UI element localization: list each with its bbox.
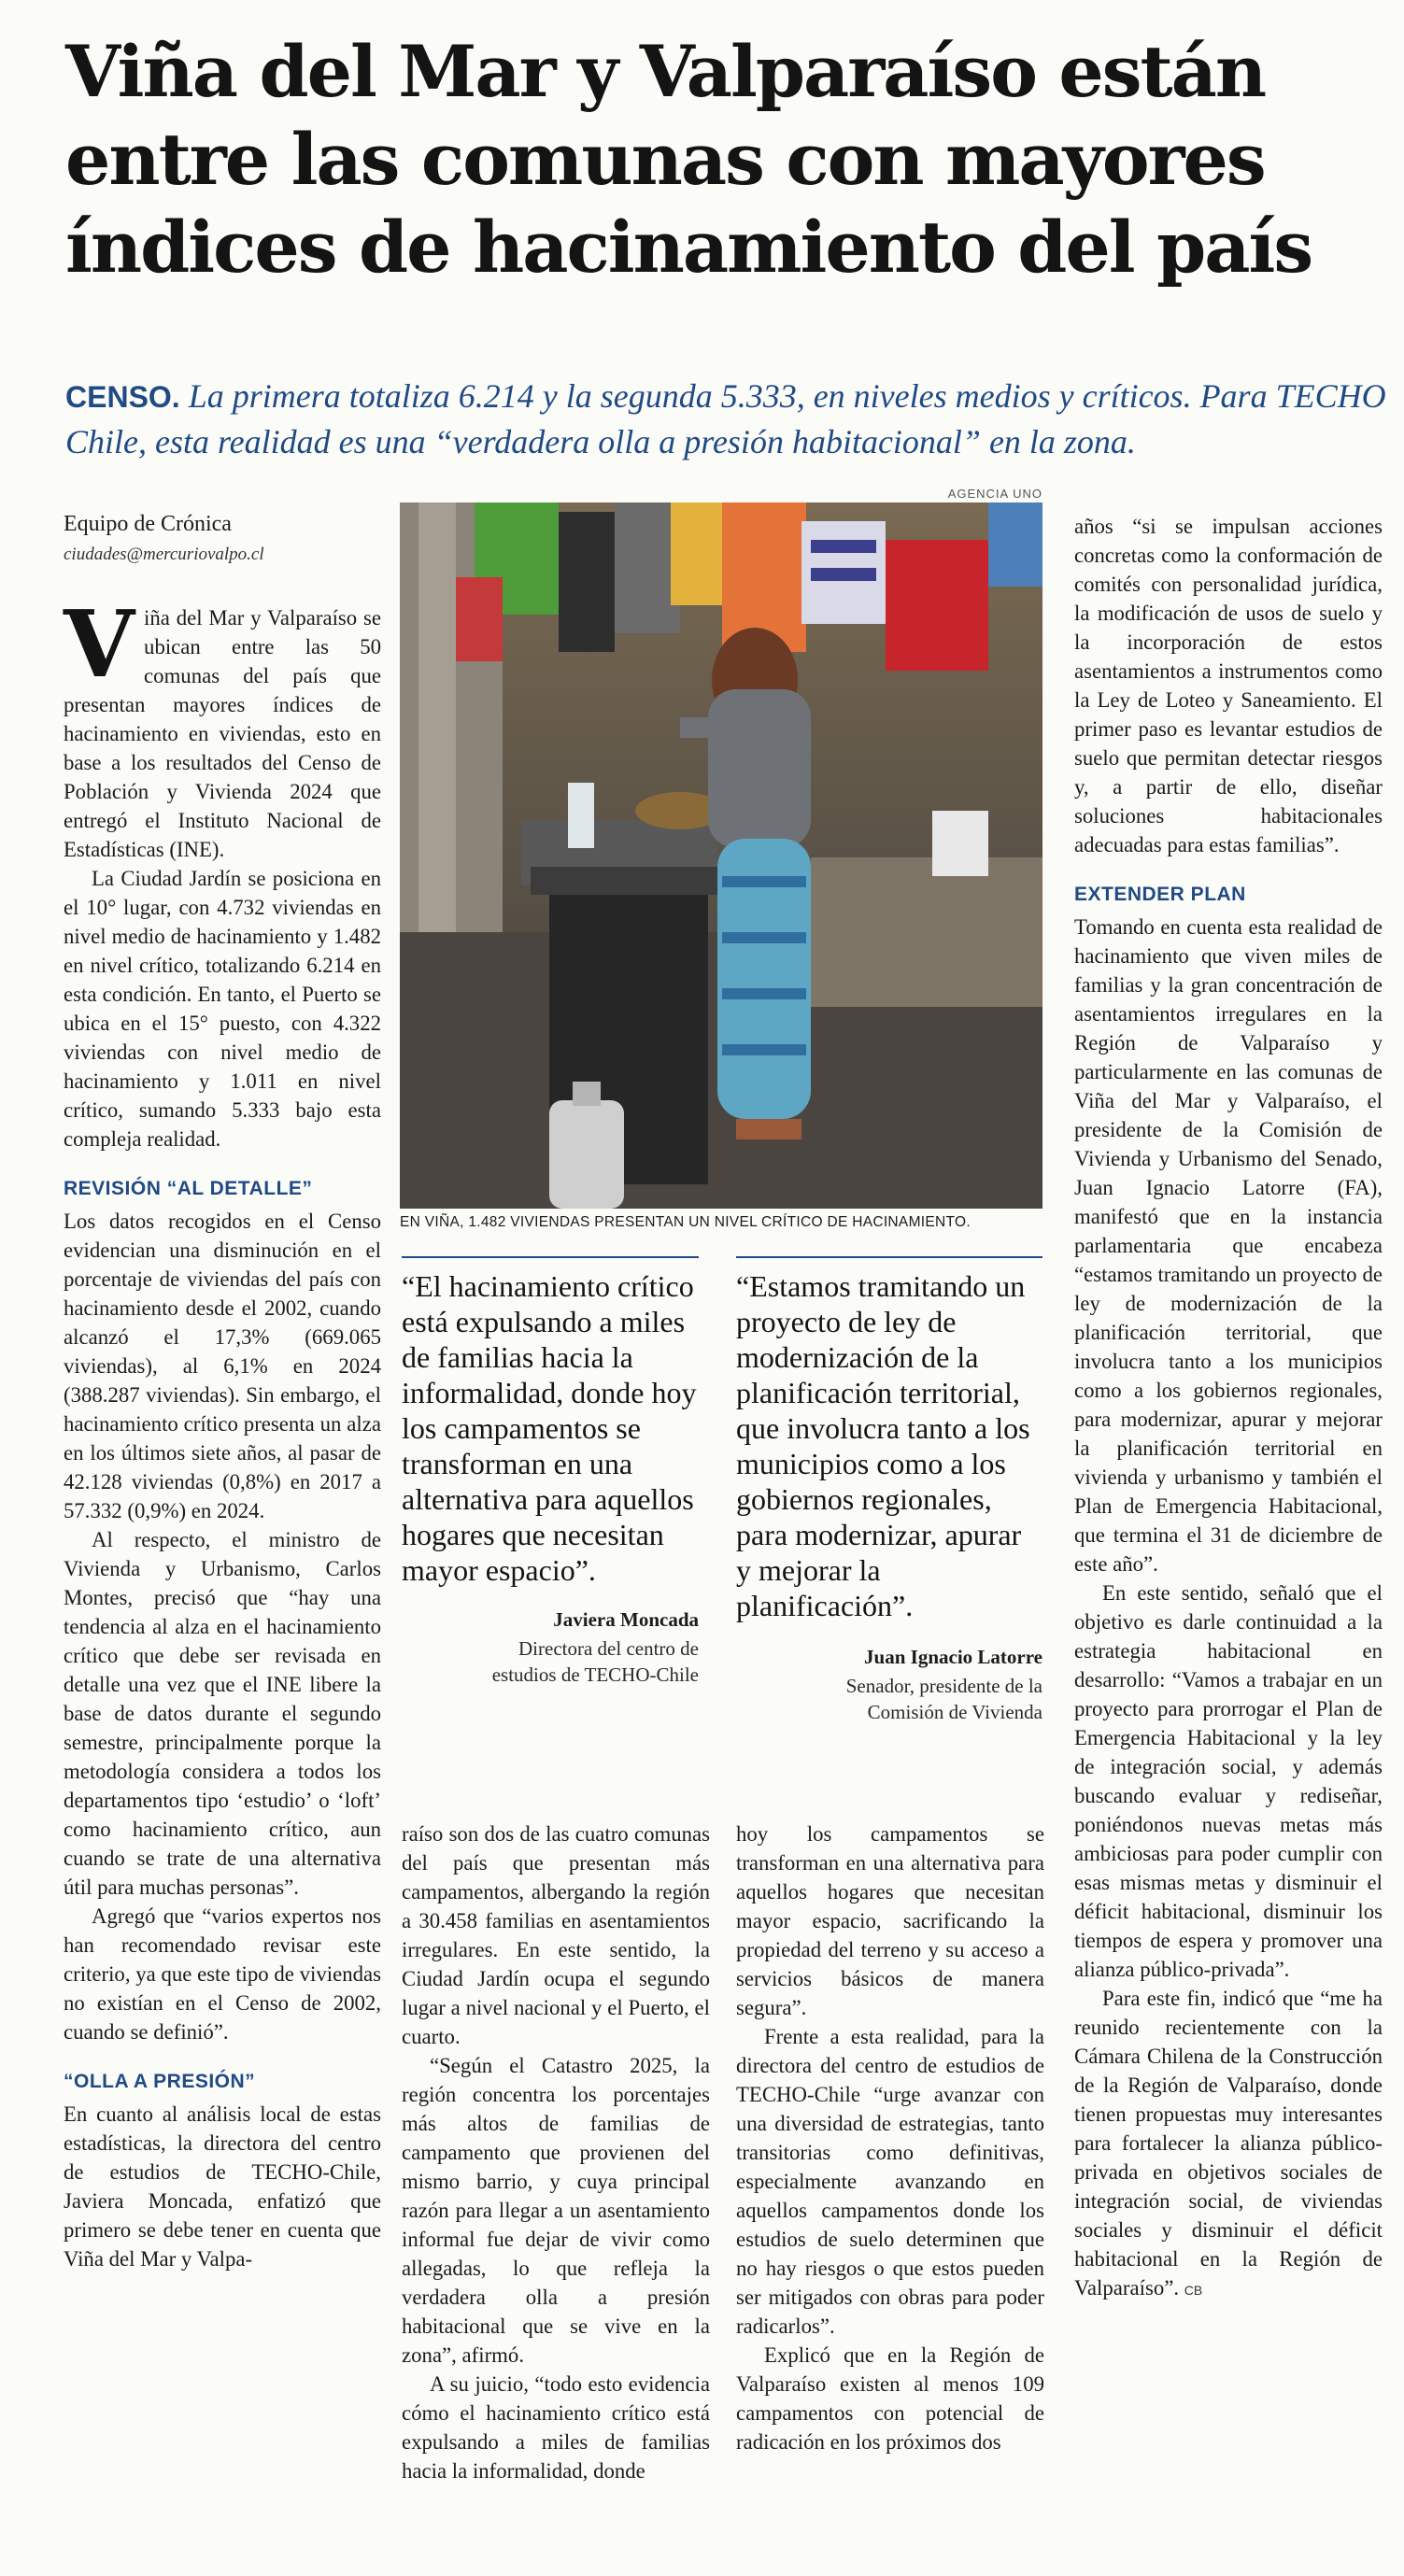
- paragraph: Al respecto, el ministro de Vivienda y Urbanismo, Carlos Montes, precisó que “hay una tendencia al alza en el hacinamiento crítico que debe ser revisada en detalle una vez que el INE libere la base de datos durante el segundo semestre, principalmente porque la metodología considera a todos los departamentos tipo ‘estudio’ o ‘loft’ como hacinamiento crítico, aun cuando se trate de una alternativa útil para muchas personas”.: [64, 1528, 381, 1899]
- column-1: [64, 591, 381, 2273]
- dropcap: V: [64, 591, 135, 699]
- paragraph: En este sentido, señaló que el objetivo es darle continuidad a la estrategia habitacional en desarrollo: “Vamos a trabajar en un proyecto para prorrogar el Plan de Emergencia Habitacional y la ley de integración social, y además buscando evaluar y rediseñar, poniéndonos nuevas metas más ambiciosas para poder cumplir con esas mismas metas y disminuir el déficit habitacional, disminuir los tiempos de espera y promover una alianza público-privada”.: [1074, 1581, 1383, 1981]
- lead-paragraph: Viña del Mar y Valparaíso se ubican entre las 50 comunas del país que presentan mayores índices de hacinamiento en viviendas, esto en base a los resultados del Censo de Población y Vivienda 2024 que entregó el Instituto Nacional de Estadísticas (INE).: [64, 591, 381, 861]
- paragraph: Los datos recogidos en el Censo evidencian una disminución en el porcentaje de viviendas del país con hacinamiento desde el 2002, cuando alcanzó el 17,3% (669.065 viviendas), al 6,1% en 2024 (388.287 viviendas). Sin embargo, el hacinamiento crítico presenta un alza en los últimos siete años, al pasar de 42.128 viviendas (0,8%) en 2017 a 57.332 (0,9%) en 2024.: [64, 1210, 381, 1522]
- photo-credit: AGENCIA UNO: [947, 487, 1042, 501]
- news-photo: [400, 502, 1042, 1209]
- column-2: [402, 1819, 710, 2485]
- headline-line-1: Viña del Mar y Valparaíso están: [65, 30, 1266, 113]
- deck-kicker: CENSO.: [65, 380, 180, 414]
- byline-name: Equipo de Crónica: [64, 512, 232, 536]
- end-mark: CB: [1184, 2283, 1203, 2298]
- column-3: [736, 1819, 1044, 2456]
- byline-email: ciudades@mercuriovalpo.cl: [64, 545, 264, 564]
- paragraph: Frente a esta realidad, para la directora del centro de estudios de TECHO-Chile “urge avanzar con una diversidad de estrategias, tanto transitorias como definitivas, especialmente avanzando en aquellos campamentos donde los estudios de suelo determinen que no hay riesgos o que estos pueden ser mitigados con obras para poder radicarlos”.: [736, 2025, 1044, 2338]
- pull-quote-2-name: Juan Ignacio Latorre: [864, 1646, 1042, 1668]
- deck: [65, 374, 1392, 464]
- paragraph: años “si se impulsan acciones concretas como la conformación de comités con personalidad jurídica, la modificación de usos de suelo y la incorporación de estos asentamientos a instrumentos como la Ley de Loteo y Saneamiento. El primer paso es levantar estudios de suelo que permitan detectar riesgos y, a partir de ello, diseñar soluciones habitacionales adecuadas para estas familias”.: [1074, 515, 1383, 856]
- pull-quote-2-text: “Estamos tramitando un proyecto de ley de modernización de la planificación territorial, que involucra tanto a los municipios como a los gobiernos regionales, para modernizar, apurar y mejorar la planificación”.: [736, 1269, 1030, 1622]
- paragraph: hoy los campamentos se transforman en una alternativa para aquellos hogares que necesitan mayor espacio, sacrificando la propiedad del terreno y su acceso a servicios básicos de manera segura”.: [736, 1822, 1044, 2019]
- paragraph: A su juicio, “todo esto evidencia cómo el hacinamiento crítico está expulsando a miles de familias hacia la informalidad, donde: [402, 2372, 710, 2483]
- pull-quote-2: [736, 1268, 1042, 1725]
- paragraph: Explicó que en la Región de Valparaíso existen al menos 109 campamentos con potencial de radicación en los próximos dos: [736, 2343, 1044, 2454]
- paragraph: raíso son dos de las cuatro comunas del país que presentan más campamentos, albergando la región a 30.458 familias en asentamientos irregulares. En este sentido, la Ciudad Jardín ocupa el segundo lugar a nivel nacional y el Puerto, el cuarto.: [402, 1822, 710, 2048]
- paragraph: Tomando en cuenta esta realidad de hacinamiento que viven miles de familias y la gran concentración de asentamientos irregulares en la Región de Valparaíso y particularmente en las comunas de Viña del Mar y Valparaíso, el presidente de la Comisión de Vivienda y Urbanismo del Senado, Juan Ignacio Latorre (FA), manifestó que en la instancia parlamentaria que encabeza “estamos tramitando un proyecto de ley de modernización de la planificación territorial, que involucra tanto a los municipios como a los gobiernos regionales, para modernizar, apurar y mejorar la planificación territorial en vivienda y urbanismo y también el Plan de Emergencia Habitacional, que termina el 31 de diciembre de este año”.: [1074, 915, 1383, 1576]
- subhead-olla: “OLLA A PRESIÓN”: [64, 2071, 256, 2092]
- pull-quote-2-role: Senador, presidente de la Comisión de Vivienda: [845, 1675, 1042, 1723]
- headline: [65, 28, 1373, 291]
- quote-2-rule: [736, 1256, 1042, 1258]
- pull-quote-1-name: Javiera Moncada: [553, 1608, 699, 1631]
- photo-caption: EN VIÑA, 1.482 VIVIENDAS PRESENTAN UN NIVEL CRÍTICO DE HACINAMIENTO.: [400, 1214, 971, 1230]
- pull-quote-1-role: Directora del centro de estudios de TECHO-Chile: [491, 1637, 699, 1686]
- subhead-revision: REVISIÓN “AL DETALLE”: [64, 1178, 313, 1199]
- subhead-extender: EXTENDER PLAN: [1074, 884, 1246, 905]
- paragraph: Agregó que “varios expertos nos han recomendado revisar este criterio, ya que este tipo de viviendas no existían en el Censo de 2002, cuando se definió”.: [64, 1904, 381, 2044]
- headline-line-2: entre las comunas con mayores: [65, 118, 1265, 201]
- pull-quote-1-text: “El hacinamiento crítico está expulsando a miles de familias hacia la informalidad, donde hoy los campamentos se transforman en una alternativa para aquellos hogares que necesitan mayor espacio”.: [402, 1269, 697, 1587]
- paragraph: La Ciudad Jardín se posiciona en el 10° lugar, con 4.732 viviendas en nivel medio de hacinamiento y 1.482 en nivel crítico, totalizando 6.214 en esta condición. En tanto, el Puerto se ubica en el 15° puesto, con 4.322 viviendas con nivel medio de hacinamiento y 1.011 en nivel crítico, sumando 5.333 bajo esta compleja realidad.: [64, 867, 381, 1151]
- paragraph: En cuanto al análisis local de estas estadísticas, la directora del centro de estudios de TECHO-Chile, Javiera Moncada, enfatizó que primero se debe tener en cuenta que Viña del Mar y Valpa-: [64, 2102, 381, 2271]
- headline-line-3: índices de hacinamiento del país: [65, 205, 1312, 289]
- column-4: [1074, 512, 1383, 2305]
- deck-text: La primera totaliza 6.214 y la segunda 5.333, en niveles medios y críticos. Para TECHO Chile, esta realidad es una “verdadera olla a presión habitacional” en la zona.: [65, 377, 1386, 460]
- quote-1-rule: [402, 1256, 699, 1258]
- paragraph: “Según el Catastro 2025, la región concentra los porcentajes más altos de familias de campamento que provienen del mismo barrio, y cuya principal razón para llegar a un asentamiento informal fue dejar de vivir como allegadas, lo que refleja la verdadera olla a presión habitacional que se vive en la zona”, afirmó.: [402, 2054, 710, 2367]
- pull-quote-1: [402, 1268, 699, 1688]
- paragraph: Para este fin, indicó que “me ha reunido recientemente con la Cámara Chilena de la Construcción de la Región de Valparaíso, donde tienen propuestas muy interesantes para fortalecer la alianza público-privada en objetivos sociales de integración social, de viviendas sociales y disminuir el déficit habitacional en la Región de Valparaíso”. CB: [1074, 1987, 1383, 2300]
- byline: [64, 512, 381, 565]
- photo-illustration: [400, 502, 1042, 1209]
